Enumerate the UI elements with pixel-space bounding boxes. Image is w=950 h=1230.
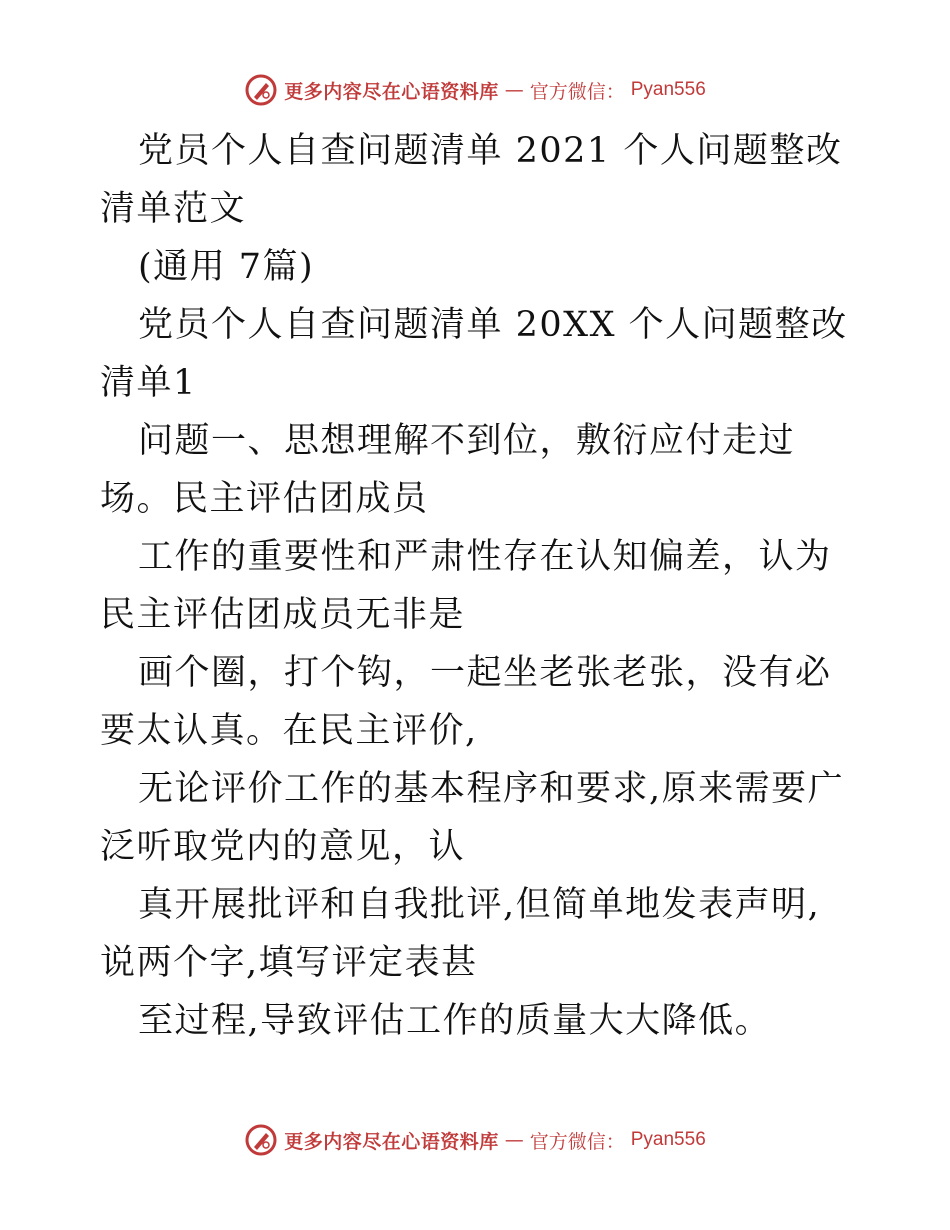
banner-wechat-label: 官方微信： <box>529 1130 625 1153</box>
banner-wechat-id: Pyan556 <box>630 1129 706 1150</box>
banner-main-text: 更多内容尽在心语资料库 <box>284 1130 499 1153</box>
paragraph: 至过程,导致评估工作的质量大大降低。 <box>138 1001 772 1041</box>
paragraph: 无论评价工作的基本程序和要求,原来需要广泛听取党内的意见，认 <box>100 769 845 867</box>
footer-banner <box>0 1120 950 1160</box>
pen-logo-icon <box>244 1123 278 1157</box>
banner-main-text: 更多内容尽在心语资料库 <box>284 80 499 103</box>
document-body <box>100 122 852 1050</box>
paragraph: 工作的重要性和严肃性存在认知偏差，认为民主评估团成员无非是 <box>100 537 832 635</box>
banner-wechat-label: 官方微信： <box>529 80 625 103</box>
banner-separator: — <box>504 79 524 101</box>
header-banner <box>0 70 950 110</box>
pen-logo-icon <box>244 73 278 107</box>
banner-wechat-id: Pyan556 <box>630 79 706 100</box>
paragraph-title: 党员个人自查问题清单 2021 个人问题整改清单范文 <box>100 131 843 229</box>
banner-separator: — <box>504 1129 524 1151</box>
paragraph: 画个圈，打个钩，一起坐老张老张，没有必要太认真。在民主评价, <box>100 653 832 751</box>
paragraph: 真开展批评和自我批评,但简单地发表声明,说两个字,填写评定表甚 <box>100 885 821 983</box>
paragraph-subtitle: (通用 7篇) <box>138 247 315 287</box>
paragraph-section-heading: 党员个人自查问题清单 20XX 个人问题整改清单1 <box>100 305 848 403</box>
paragraph: 问题一、思想理解不到位，敷衍应付走过场。民主评估团成员 <box>100 421 796 519</box>
